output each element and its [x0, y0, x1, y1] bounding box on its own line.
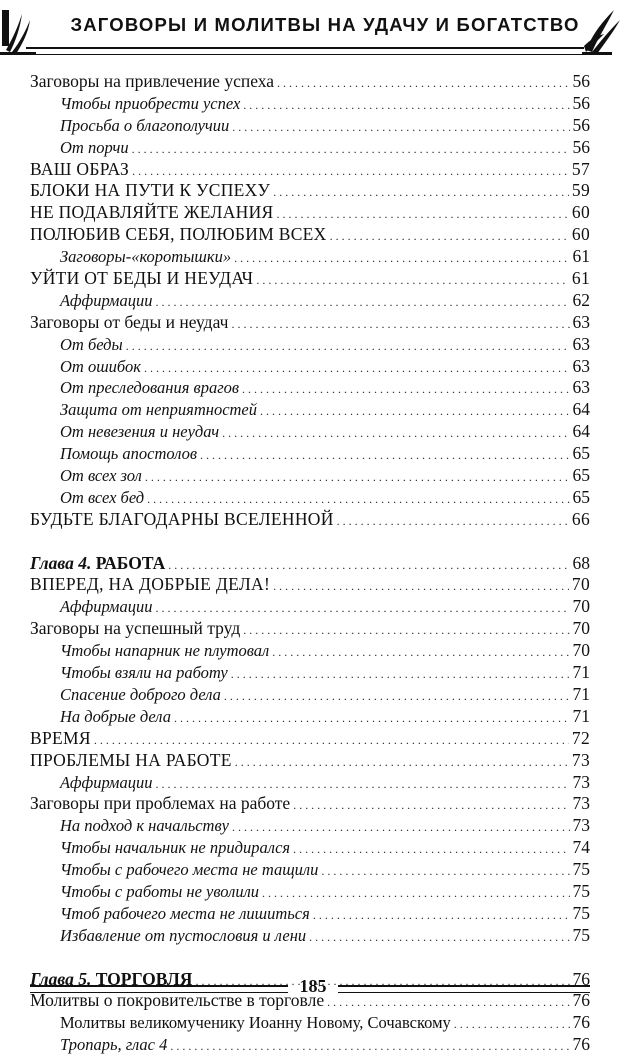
toc-entry[interactable] [30, 684, 590, 706]
footer-rule-right [338, 985, 590, 993]
entry-title: ВРЕМЯ [30, 727, 91, 748]
page-ref: 75 [572, 859, 590, 880]
toc-entry[interactable] [30, 662, 590, 684]
page-ref: 75 [572, 880, 590, 901]
dot-leader [234, 246, 569, 268]
entry-title: На подход к начальству [60, 816, 229, 836]
toc-entry[interactable] [30, 399, 590, 421]
toc-entry[interactable] [30, 268, 590, 290]
entry-title: Чтобы приобрести успех [60, 93, 241, 113]
page-ref: 65 [572, 486, 590, 507]
dot-leader [272, 640, 569, 662]
entry-title: Тропарь, глас 4 [60, 1035, 168, 1055]
dot-leader [293, 793, 569, 815]
dot-leader [330, 224, 569, 246]
page-ref: 70 [572, 596, 590, 617]
dot-leader [293, 837, 569, 859]
toc-entry[interactable] [30, 925, 590, 947]
entry-title: ПРОБЛЕМЫ НА РАБОТЕ [30, 749, 232, 770]
dot-leader [262, 881, 569, 903]
entry-title: Чтобы взяли на работу [60, 663, 228, 683]
toc-entry[interactable] [30, 859, 590, 881]
toc-section-continued [30, 71, 590, 531]
page-header [0, 0, 623, 64]
dot-leader [155, 596, 569, 618]
page-ref: 64 [572, 421, 590, 442]
chapter-label: Глава 4. [30, 552, 92, 573]
entry-title: Заговоры на привлечение успеха [30, 71, 275, 91]
page-ref: 61 [571, 268, 590, 289]
entry-title: Чтобы начальник не придирался [60, 838, 291, 858]
entry-title: От всех бед [60, 487, 145, 507]
page-ref: 65 [572, 465, 590, 486]
right-ornament-icon [582, 6, 623, 58]
dot-leader [235, 750, 569, 772]
toc-chapter-4[interactable] [30, 553, 590, 575]
entry-title: Аффирмации [60, 597, 153, 617]
page-ref: 73 [572, 793, 590, 814]
entry-title: Молитвы великомученику Иоанну Новому, Сочавскому [60, 1013, 451, 1033]
running-header-title: ЗАГОВОРЫ И МОЛИТВЫ НА УДАЧУ И БОГАТСТВО [70, 14, 580, 35]
dot-leader [132, 137, 570, 159]
toc-entry[interactable] [30, 772, 590, 794]
section-gap [30, 947, 590, 969]
dot-leader [174, 706, 570, 728]
dot-leader [155, 772, 569, 794]
page-ref: 65 [572, 443, 590, 464]
entry-title: Заговоры-«коротышки» [60, 247, 232, 267]
toc-entry[interactable] [30, 93, 590, 115]
dot-leader [243, 93, 569, 115]
dot-leader [337, 509, 569, 531]
page-ref: 71 [572, 683, 590, 704]
page-ref: 76 [572, 990, 590, 1011]
page-ref: 64 [572, 399, 590, 420]
entry-title: Чтоб рабочего места не лишиться [60, 903, 310, 923]
dot-leader [145, 465, 570, 487]
page-ref: 56 [572, 71, 590, 91]
toc-entry[interactable] [30, 837, 590, 859]
entry-title: Чтобы с рабочего места не тащили [60, 860, 319, 880]
dot-leader [126, 334, 570, 356]
page-ref: 56 [572, 92, 590, 113]
page-ref: 63 [572, 311, 590, 332]
toc-entry[interactable] [30, 640, 590, 662]
page-ref: 56 [572, 136, 590, 157]
dot-leader [147, 487, 569, 509]
page-ref: 60 [571, 202, 590, 223]
dot-leader [170, 1034, 569, 1056]
toc-section-work [30, 574, 590, 946]
entry-title: От преследования врагов [60, 378, 240, 398]
page-ref: 76 [572, 1012, 590, 1033]
toc-entry[interactable] [30, 71, 590, 93]
toc-entry[interactable] [30, 224, 590, 246]
dot-leader [155, 290, 569, 312]
page-ref: 61 [572, 246, 590, 267]
entry-title: ПОЛЮБИВ СЕБЯ, ПОЛЮБИМ ВСЕХ [30, 224, 327, 245]
toc-entry[interactable] [30, 509, 590, 531]
table-of-contents [30, 71, 590, 1056]
toc-entry[interactable] [30, 377, 590, 399]
dot-leader [309, 925, 569, 947]
entry-title: Просьба о благополучии [60, 115, 230, 135]
toc-entry[interactable] [30, 356, 590, 378]
toc-entry[interactable] [30, 465, 590, 487]
dot-leader [132, 159, 569, 181]
page-ref: 56 [572, 114, 590, 135]
entry-title: Избавление от пустословия и лени [60, 925, 307, 945]
toc-entry[interactable] [30, 750, 590, 772]
page-ref: 62 [572, 289, 590, 310]
page-ref: 71 [572, 705, 590, 726]
dot-leader [232, 815, 570, 837]
entry-title: Заговоры при проблемах на работе [30, 793, 291, 814]
section-gap [30, 531, 590, 553]
footer-rule-left [30, 985, 288, 993]
entry-title: Молитвы о покровительстве в торговле [30, 990, 325, 1011]
page-ref: 73 [572, 771, 590, 792]
entry-title: Защита от неприятностей [60, 400, 258, 420]
entry-title: На добрые дела [60, 706, 171, 726]
entry-title: Чтобы с работы не уволили [60, 881, 260, 901]
page-ref: 74 [572, 837, 590, 858]
page-ref: 75 [572, 924, 590, 945]
dot-leader [231, 662, 570, 684]
entry-title: ВПЕРЕД, НА ДОБРЫЕ ДЕЛА! [30, 574, 271, 595]
toc-entry[interactable] [30, 443, 590, 465]
toc-entry[interactable] [30, 202, 590, 224]
toc-entry[interactable] [30, 881, 590, 903]
page-footer [0, 976, 623, 1000]
dot-leader [260, 399, 569, 421]
toc-entry[interactable] [30, 487, 590, 509]
toc-entry[interactable] [30, 159, 590, 181]
page-ref: 68 [572, 552, 590, 573]
toc-section-trade [30, 990, 590, 1056]
toc-entry[interactable] [30, 115, 590, 137]
entry-title: Аффирмации [60, 772, 153, 792]
dot-leader [273, 180, 569, 202]
toc-entry[interactable] [30, 137, 590, 159]
dot-leader [231, 312, 569, 334]
entry-title: Заговоры от беды и неудач [30, 311, 229, 332]
page-ref: 71 [572, 662, 590, 683]
dot-leader [277, 202, 569, 224]
dot-leader [277, 71, 569, 93]
dot-leader [313, 903, 570, 925]
header-rule [26, 47, 584, 55]
page-ref: 75 [572, 902, 590, 923]
entry-title: ВАШ ОБРАЗ [30, 158, 130, 179]
entry-title: Помощь апостолов [60, 444, 198, 464]
toc-entry[interactable] [30, 596, 590, 618]
chapter-label: Глава 5. [30, 968, 92, 989]
toc-entry[interactable] [30, 793, 590, 815]
chapter-name: РАБОТА [95, 552, 166, 573]
toc-entry[interactable] [30, 1034, 590, 1056]
chapter-name: ТОРГОВЛЯ [95, 968, 193, 989]
dot-leader [144, 356, 570, 378]
page-ref: 63 [572, 355, 590, 376]
page-ref: 59 [571, 180, 590, 201]
entry-title: От ошибок [60, 356, 141, 376]
toc-entry[interactable] [30, 618, 590, 640]
page-ref: 70 [572, 618, 590, 639]
toc-entry[interactable] [30, 815, 590, 837]
page-ref: 63 [572, 333, 590, 354]
toc-entry[interactable] [30, 312, 590, 334]
toc-entry[interactable] [30, 246, 590, 268]
toc-entry[interactable] [30, 421, 590, 443]
page-ref: 76 [572, 968, 590, 989]
dot-leader [232, 115, 569, 137]
page-ref: 73 [571, 749, 590, 770]
dot-leader [200, 443, 569, 465]
page-ref: 57 [571, 158, 590, 179]
entry-title: От порчи [60, 137, 129, 157]
entry-title: БЛОКИ НА ПУТИ К УСПЕХУ [30, 180, 271, 201]
dot-leader [273, 574, 569, 596]
entry-title: Чтобы напарник не плутовал [60, 641, 270, 661]
page-ref: 66 [571, 508, 590, 529]
entry-title: УЙТИ ОТ БЕДЫ И НЕУДАЧ [30, 268, 254, 289]
dot-leader [168, 553, 569, 575]
dot-leader [454, 1012, 570, 1034]
chapter-heading [30, 553, 165, 575]
toc-entry[interactable] [30, 290, 590, 312]
page-ref: 63 [572, 377, 590, 398]
page-number: 185 [299, 976, 327, 996]
dot-leader [222, 421, 569, 443]
entry-title: Аффирмации [60, 290, 153, 310]
dot-leader [94, 728, 569, 750]
dot-leader [224, 684, 570, 706]
toc-entry[interactable] [30, 706, 590, 728]
dot-leader [321, 859, 569, 881]
entry-title: От беды [60, 334, 123, 354]
page-ref: 73 [572, 815, 590, 836]
entry-title: От всех зол [60, 466, 142, 486]
entry-title: От невезения и неудач [60, 422, 220, 442]
entry-title: НЕ ПОДАВЛЯЙТЕ ЖЕЛАНИЯ [30, 202, 274, 223]
toc-entry[interactable] [30, 1012, 590, 1034]
toc-entry[interactable] [30, 574, 590, 596]
entry-title: Заговоры на успешный труд [30, 618, 241, 639]
dot-leader [242, 377, 569, 399]
toc-entry[interactable] [30, 903, 590, 925]
page-ref: 70 [571, 574, 590, 595]
page-ref: 76 [572, 1034, 590, 1055]
page-ref: 72 [571, 727, 590, 748]
entry-title: Спасение доброго дела [60, 684, 221, 704]
toc-entry[interactable] [30, 180, 590, 202]
toc-entry[interactable] [30, 334, 590, 356]
entry-title: БУДЬТЕ БЛАГОДАРНЫ ВСЕЛЕННОЙ [30, 508, 334, 529]
dot-leader [256, 268, 569, 290]
page-ref: 70 [572, 640, 590, 661]
page-ref: 60 [571, 224, 590, 245]
dot-leader [243, 618, 569, 640]
toc-entry[interactable] [30, 728, 590, 750]
